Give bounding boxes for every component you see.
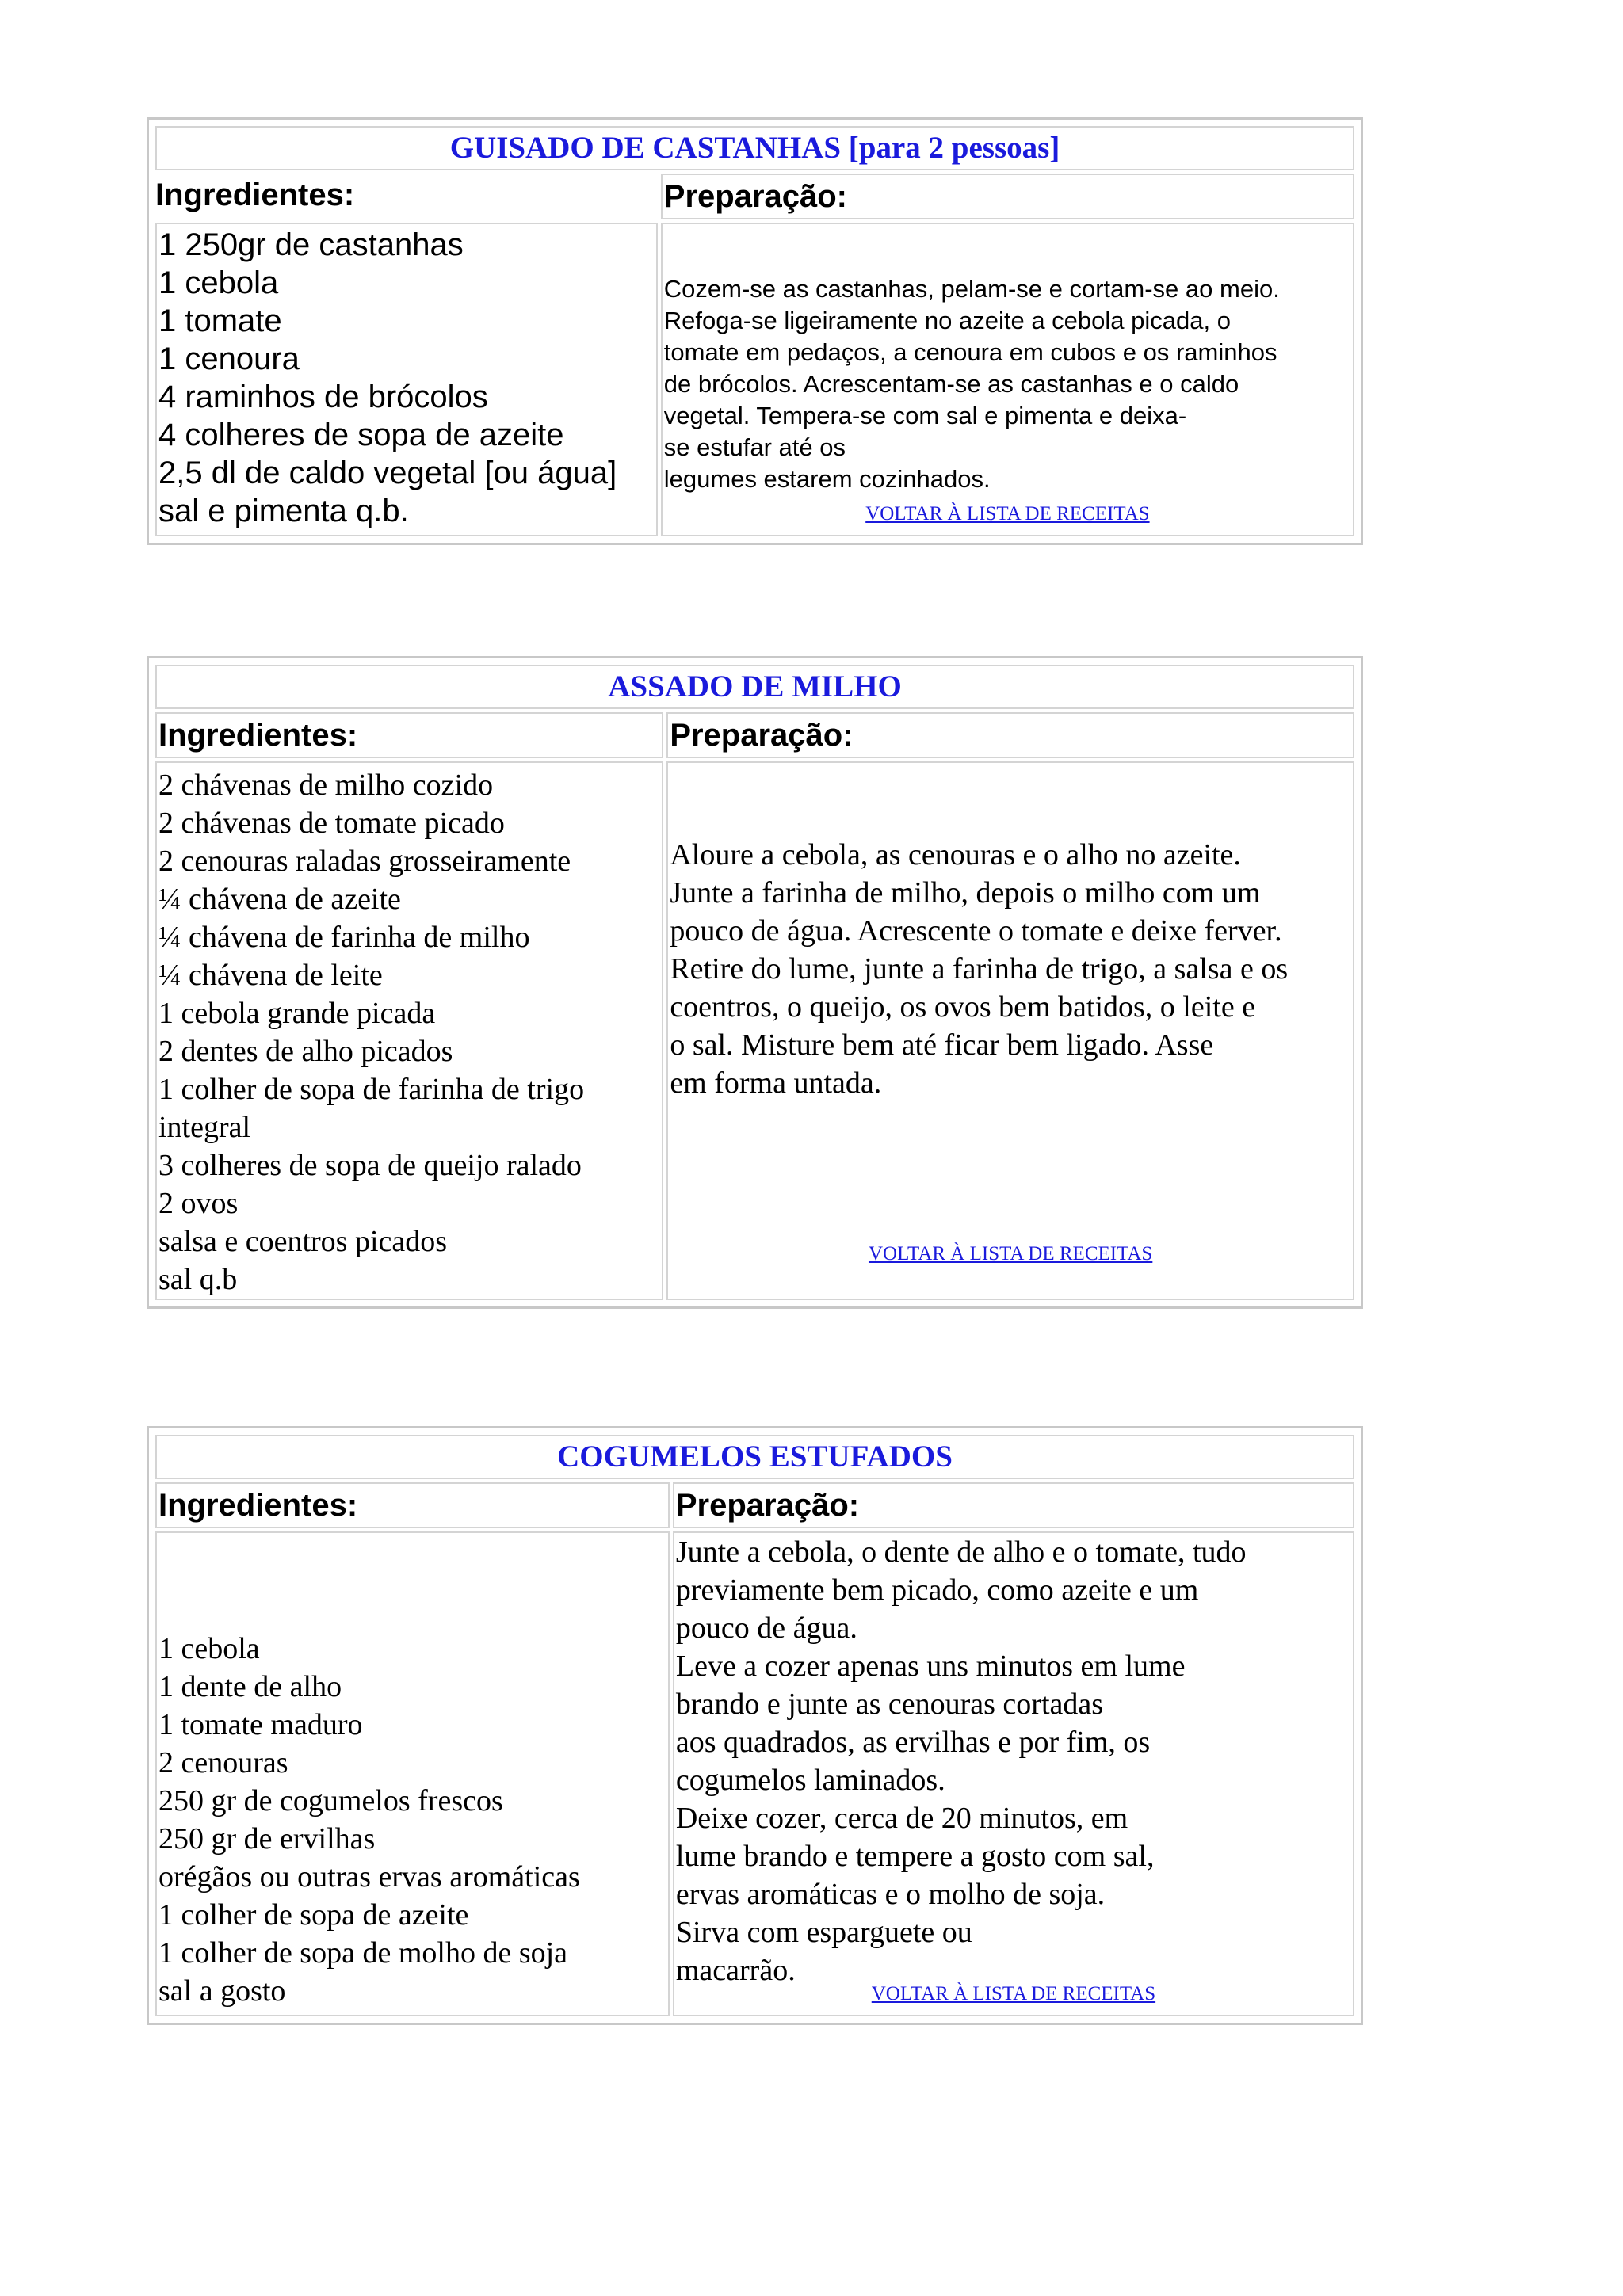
preparation-line: previamente bem picado, como azeite e um [675, 1573, 1199, 1607]
list-item: 1 colher de sopa de molho de soja [158, 1936, 568, 1970]
back-to-recipe-list-link[interactable]: VOLTAR À LISTA DE RECEITAS [871, 1983, 1156, 2004]
list-item: 2 ovos [158, 1187, 239, 1220]
back-to-recipe-list-link[interactable]: VOLTAR À LISTA DE RECEITAS [865, 503, 1150, 524]
recipe-table [152, 1432, 1358, 2019]
recipe-title: ASSADO DE MILHO [155, 665, 1354, 709]
back-to-recipe-list-link[interactable]: VOLTAR À LISTA DE RECEITAS [868, 1243, 1153, 1264]
ingredients-heading: Ingredientes: [155, 177, 355, 212]
list-item: 1 250gr de castanhas [158, 227, 464, 262]
preparation-line: em forma untada. [670, 1066, 882, 1100]
list-item: 3 colheres de sopa de queijo ralado [158, 1149, 582, 1182]
preparation-line: brando e junte as cenouras cortadas [675, 1688, 1104, 1721]
ingredients-list [155, 1531, 670, 2016]
list-item: sal a gosto [158, 1974, 286, 2008]
recipe-title: GUISADO DE CASTANHAS [para 2 pessoas] [155, 126, 1354, 170]
list-item: sal e pimenta q.b. [158, 494, 409, 528]
preparation-line: Aloure a cebola, as cenouras e o alho no azeite. [670, 838, 1241, 871]
ingredients-heading: Ingredientes: [155, 712, 663, 758]
list-item: 1 cebola [158, 1632, 260, 1665]
preparation-line: tomate em pedaços, a cenoura em cubos e os raminhos [663, 338, 1277, 366]
preparation-line: cogumelos laminados. [675, 1764, 945, 1797]
preparation-line: pouco de água. Acrescente o tomate e deixe ferver. [670, 914, 1282, 948]
preparation-line: aos quadrados, as ervilhas e por fim, os [675, 1726, 1151, 1759]
list-item: ¼ chávena de leite [158, 959, 383, 992]
preparation-heading: Preparação: [673, 1482, 1354, 1528]
list-item: 2 dentes de alho picados [158, 1035, 453, 1068]
list-item: 1 cenoura [158, 341, 300, 376]
preparation-line: legumes estarem cozinhados. [663, 465, 991, 493]
list-item: 2 cenouras raladas grosseiramente [158, 845, 571, 878]
ingredients-heading: Ingredientes: [155, 1482, 670, 1528]
list-item: 1 tomate [158, 303, 282, 338]
list-item: orégãos ou outras ervas aromáticas [158, 1860, 580, 1894]
preparation-line: Sirva com esparguete ou [675, 1916, 972, 1949]
preparation-line: Cozem-se as castanhas, pelam-se e cortam-se ao meio. [663, 275, 1280, 303]
ingredients-list [155, 223, 658, 536]
preparation-heading: Preparação: [666, 712, 1354, 758]
preparation-line: Refoga-se ligeiramente no azeite a cebola picada, o [663, 307, 1231, 334]
preparation-line: Junte a cebola, o dente de alho e o tomate, tudo [675, 1535, 1247, 1569]
list-item: 1 tomate maduro [158, 1708, 363, 1741]
preparation-line: macarrão. [675, 1954, 796, 1987]
list-item: 1 dente de alho [158, 1670, 342, 1703]
preparation-line: vegetal. Tempera-se com sal e pimenta e deixa- [663, 402, 1187, 429]
recipe-table [152, 662, 1358, 1303]
preparation-line: Retire do lume, junte a farinha de trigo, a salsa e os [670, 952, 1289, 986]
list-item: sal q.b [158, 1263, 238, 1296]
preparation-line: Leve a cozer apenas uns minutos em lume [675, 1650, 1186, 1683]
list-item: 4 colheres de sopa de azeite [158, 418, 564, 452]
list-item: 250 gr de ervilhas [158, 1822, 376, 1855]
recipe-card-assado-de-milho [147, 656, 1363, 1309]
list-item: 1 cebola grande picada [158, 997, 436, 1030]
preparation-text [673, 1531, 1354, 2016]
list-item: ¼ chávena de azeite [158, 883, 401, 916]
preparation-line: Junte a farinha de milho, depois o milho com um [670, 876, 1261, 910]
list-item: 1 colher de sopa de azeite [158, 1898, 469, 1932]
preparation-line: o sal. Misture bem até ficar bem ligado. Asse [670, 1028, 1214, 1062]
preparation-line: coentros, o queijo, os ovos bem batidos, o leite e [670, 990, 1256, 1024]
list-item: salsa e coentros picados [158, 1225, 448, 1258]
list-item: 250 gr de cogumelos frescos [158, 1784, 503, 1817]
list-item: 2,5 dl de caldo vegetal [ou água] [158, 456, 617, 490]
list-item: 2 chávenas de milho cozido [158, 769, 494, 802]
list-item: ¼ chávena de farinha de milho [158, 921, 530, 954]
recipe-card-cogumelos-estufados [147, 1426, 1363, 2025]
preparation-line: de brócolos. Acrescentam-se as castanhas e o caldo [663, 370, 1239, 398]
list-item: 2 chávenas de tomate picado [158, 807, 505, 840]
list-item: 1 cebola [158, 265, 279, 300]
preparation-line: ervas aromáticas e o molho de soja. [675, 1878, 1106, 1911]
list-item: 1 colher de sopa de farinha de trigo [158, 1073, 585, 1106]
preparation-line: pouco de água. [675, 1611, 857, 1645]
preparation-line: se estufar até os [663, 433, 846, 461]
list-item: 2 cenouras [158, 1746, 288, 1779]
recipe-table [152, 123, 1358, 540]
preparation-line: Deixe cozer, cerca de 20 minutos, em [675, 1802, 1128, 1835]
preparation-text [661, 223, 1354, 536]
preparation-text [666, 761, 1354, 1300]
list-item: integral [158, 1111, 251, 1144]
preparation-line: lume brando e tempere a gosto com sal, [675, 1840, 1155, 1873]
preparation-heading: Preparação: [661, 174, 1354, 219]
recipe-title: COGUMELOS ESTUFADOS [155, 1435, 1354, 1479]
list-item: 4 raminhos de brócolos [158, 379, 488, 414]
recipe-card-guisado-de-castanhas [147, 117, 1363, 545]
ingredients-list [155, 761, 663, 1300]
